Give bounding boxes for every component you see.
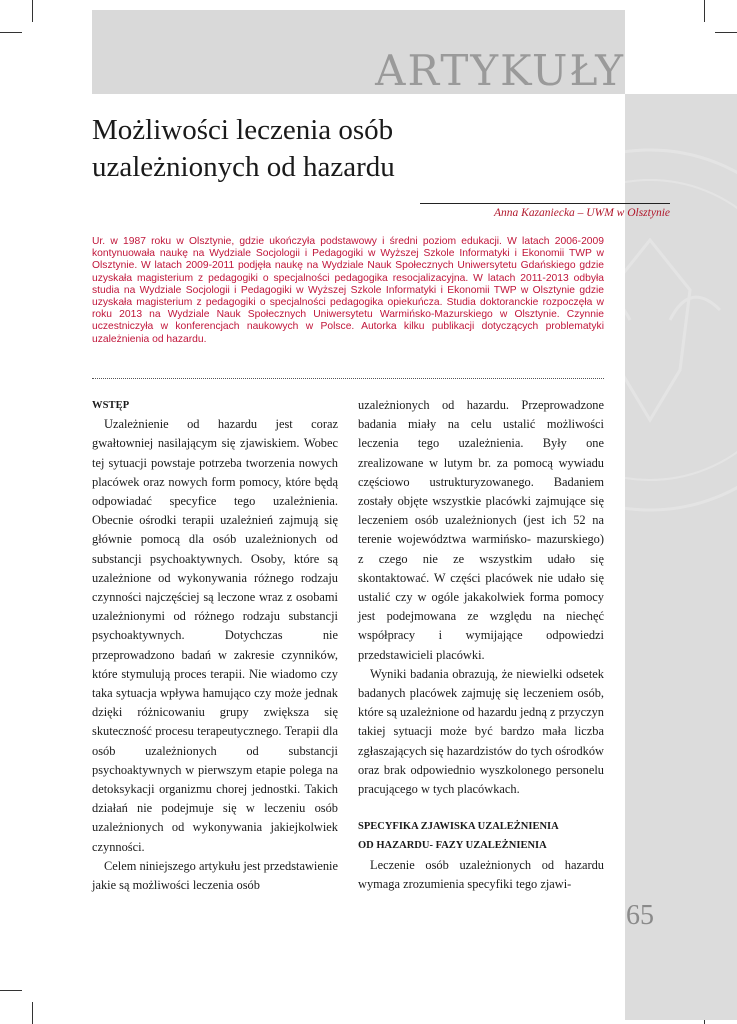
crop-mark — [0, 990, 22, 991]
paragraph: Celem niniejszego artykułu jest przedstawienie jakie są możliwości leczenia osób — [92, 858, 338, 893]
heading-intro: WSTĘP — [92, 400, 130, 411]
column-right — [358, 396, 604, 894]
title-line-2: uzależnionych od hazardu — [92, 151, 395, 183]
byline-rule — [420, 203, 670, 204]
column-left — [92, 396, 338, 895]
heading-specifics-line-1: SPECYFIKA ZJAWISKA UZALEŻNIENIA — [358, 821, 559, 833]
dotted-divider — [92, 378, 604, 379]
paragraph: Wyniki badania obrazują, że niewielki odsetek badanych placówek zajmuję się leczeniem osób, które są uzależnione od hazardu jedną z przyczyn takiej sytuacji może być bardzo mała liczba zgłaszających się hazardzistów do tych ośrodków oraz brak odpowiednio wyszkolonego personelu pracującego w tych placówkach. — [358, 666, 605, 797]
paragraph: Leczenie osób uzależnionych od hazardu wymaga zrozumienia specyfiki tego zjawi- — [358, 857, 604, 891]
crop-mark — [0, 32, 22, 33]
crop-mark — [704, 0, 705, 22]
paragraph: Uzależnienie od hazardu jest coraz gwałtowniej nasilającym się zjawiskiem. Wobec tej sytuacji powstaje potrzeba tworzenia nowych placówek oraz nowych form pomocy, które będą odpowiadać specyfice tego uzależnienia. Obecnie ośrodki terapii uzależnień zajmują się głównie pomocą dla osób uzależnionych od substancji psychoaktywnych. Osoby, które są uzależnione od wykonywania różnego rodzaju czynności najczęściej są leczone wraz z osobami uzależnionymi od różnego rodzaju substancji psychoaktywnych. Dotychczas nie przeprowadzono badań w zakresie czynników, które stymulują proces terapii. Nie wiadomo czy taka sytuacja wpływa hamująco czy może jednak dzięki różnicowaniu grupy zwiększa się skuteczność procesu terapeutycznego. Terapii dla osób uzależnionych od substancji psychoaktywnych w pierwszym etapie polega na detoksykacji organizmu chorej jednostki. Takich działań nie podejmuje się w leczeniu osób uzależnionych od wykonywania jakiejkolwiek czynności. — [92, 417, 338, 854]
crop-mark — [32, 1002, 33, 1024]
section-label: ARTYKUŁY — [375, 46, 625, 95]
article-title — [92, 112, 612, 186]
heading-specifics-line-2: OD HAZARDU- FAZY UZALEŻNIENIA — [358, 840, 547, 852]
heading-specifics — [358, 817, 604, 855]
crop-mark — [715, 32, 737, 33]
crop-mark — [32, 0, 33, 22]
author-bio: Ur. w 1987 roku w Olsztynie, gdzie ukończyła podstawowy i średni poziom edukacji. W latach 2006-2009 kontynuowała naukę na Wydziale Socjologii i Pedagogiki w Wyższej Szkole Informatyki i Ekonomii TWP w Olsztynie. W latach 2009-2011 podjęła naukę na Wydziale Nauk Społecznych Uniwersytetu Gdańskiego gdzie uzyskała magisterium z pedagogiki o specjalności pedagogika resocjalizacyjna. W latach 2011-2013 odbyła studia na Wydziale Socjologii i Pedagogiki w Wyższej Szkole Informatyki i Ekonomii TWP w Olsztynie gdzie uzyskała magisterium z pedagogiki o specjalności pedagogika opiekuńcza. Studia doktoranckie rozpoczęła w roku 2013 na Wydziale Nauk Społecznych Uniwersytetu Warmińsko-Mazurskiego w Olsztynie. Czynnie uczestniczyła w konferencjach naukowych w Polsce. Autorka kilku publikacji dotyczących problematyki uzależnienia od hazardu. — [92, 236, 604, 345]
title-line-1: Możliwości leczenia osób — [92, 114, 394, 146]
author-byline: Anna Kazaniecka – UWM w Olsztynie — [494, 207, 670, 219]
page-number: 65 — [626, 900, 654, 931]
paragraph: uzależnionych od hazardu. Przeprowadzone badania miały na celu ustalić możliwości leczenia tego uzależnienia. Były one zrealizowane w lutym br. za pomocą wywiadu częściowo ustrukturyzowanego. Badaniem zostały objęte wszystkie placówki zajmujące się leczeniem osób uzależnionych (jest ich 52 na terenie województwa warmińsko- mazurskiego) z czego nie ze wszystkim udało się skontaktować. W części placówek nie udało się ustalić czy w ogóle jakakolwiek forma pomocy jest podejmowana ze względu na niechęć współpracy i wymijające odpowiedzi przedstawicieli placówki. — [358, 398, 604, 662]
